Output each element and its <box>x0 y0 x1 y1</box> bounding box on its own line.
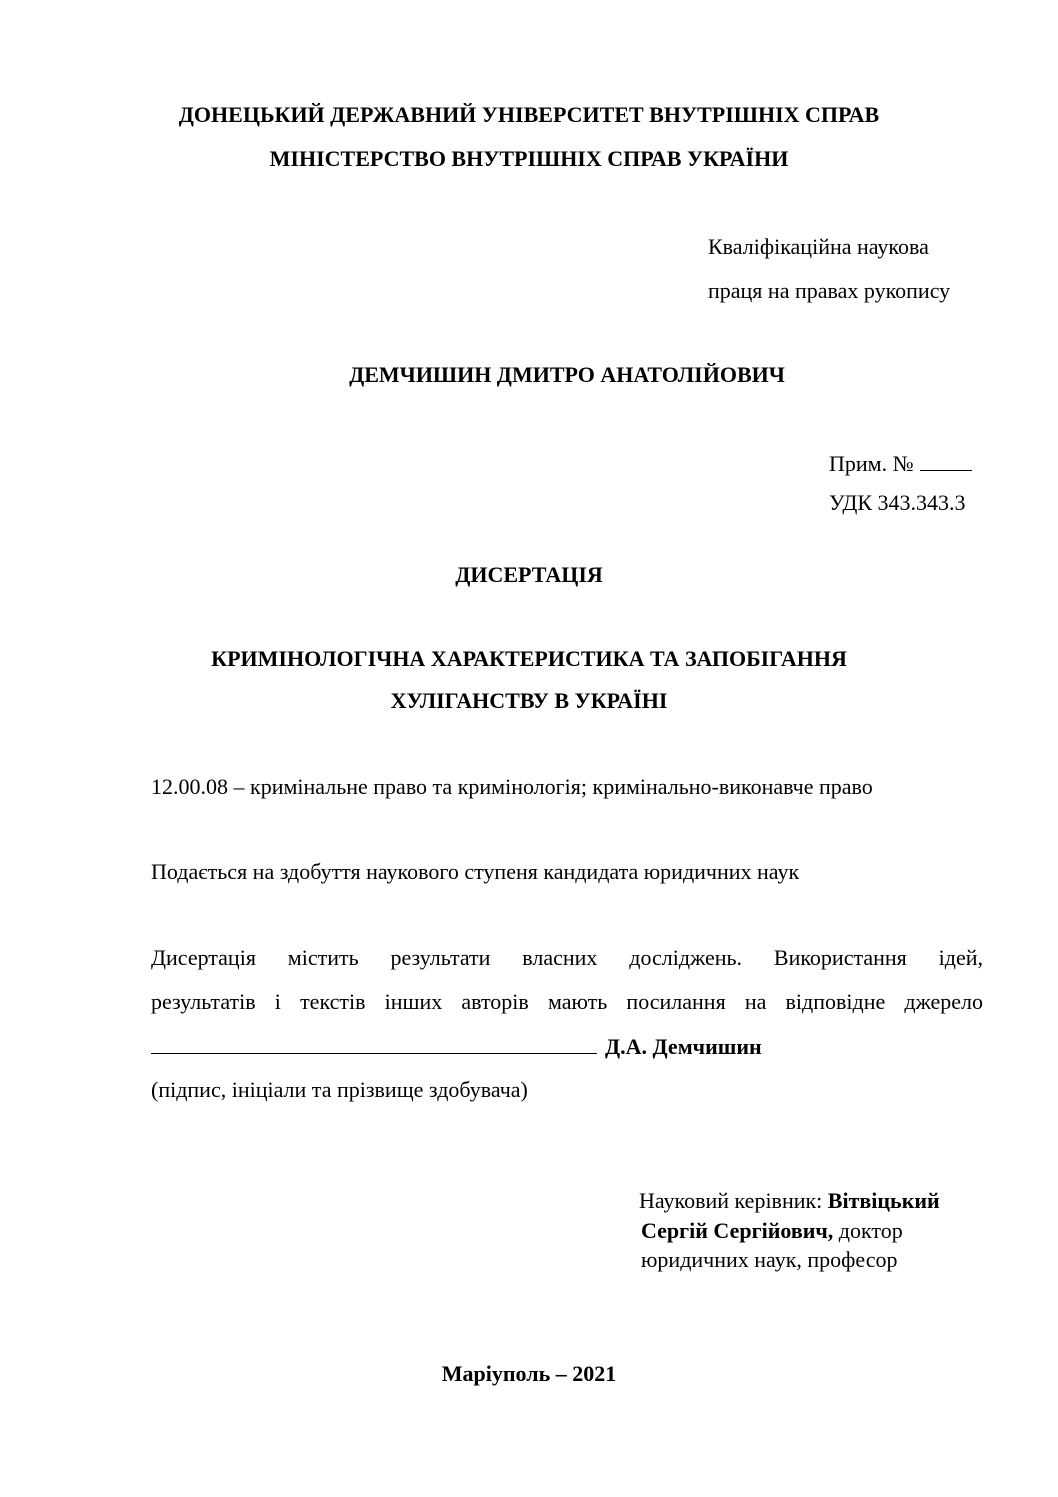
degree-statement: Подається на здобуття наукового ступеня кандидата юридичних наук <box>151 859 800 884</box>
supervisor-given-names: Сергій Сергійович, <box>641 1218 834 1243</box>
supervisor-line2 <box>641 1220 903 1242</box>
signature-row <box>151 1035 762 1058</box>
supervisor-surname: Вітвіцький <box>827 1188 940 1213</box>
supervisor-line1 <box>639 1190 940 1212</box>
copy-number <box>829 452 972 475</box>
signature-name: Д.А. Демчишин <box>605 1034 762 1059</box>
signature-caption: (підпис, ініціали та прізвище здобувача) <box>151 1077 528 1102</box>
university-name: ДОНЕЦЬКИЙ ДЕРЖАВНИЙ УНІВЕРСИТЕТ ВНУТРІШНІХ СПРАВ <box>178 102 880 127</box>
declaration-line2: результатів і текстів інших авторів мають посилання на відповідне джерело <box>151 989 983 1014</box>
supervisor-degree-part1: доктор <box>838 1218 903 1243</box>
manuscript-note-line1: Кваліфікаційна наукова <box>708 234 929 259</box>
city-year: Маріуполь – 2021 <box>441 1361 617 1386</box>
specialty-code: 12.00.08 – кримінальне право та кримінологія; кримінально-виконавче право <box>151 774 873 799</box>
ministry-name: МІНІСТЕРСТВО ВНУТРІШНІХ СПРАВ УКРАЇНИ <box>269 146 789 171</box>
copy-number-blank <box>920 452 972 471</box>
copy-number-label: Прим. № <box>829 451 914 476</box>
signature-line <box>151 1035 597 1054</box>
dissertation-title-line2: ХУЛІГАНСТВУ В УКРАЇНІ <box>390 688 668 713</box>
author-name: ДЕМЧИШИН ДМИТРО АНАТОЛІЙОВИЧ <box>349 362 785 387</box>
supervisor-degree-part2: юридичних наук, професор <box>641 1247 898 1272</box>
manuscript-note-line2: праця на правах рукопису <box>708 278 951 303</box>
supervisor-label: Науковий керівник: <box>639 1188 823 1213</box>
document-type: ДИСЕРТАЦІЯ <box>455 562 603 587</box>
udc-code: УДК 343.343.3 <box>829 490 966 515</box>
declaration-line1: Дисертація містить результати власних досліджень. Використання ідей, <box>151 945 983 970</box>
dissertation-title-line1: КРИМІНОЛОГІЧНА ХАРАКТЕРИСТИКА ТА ЗАПОБІГАННЯ <box>211 646 847 671</box>
